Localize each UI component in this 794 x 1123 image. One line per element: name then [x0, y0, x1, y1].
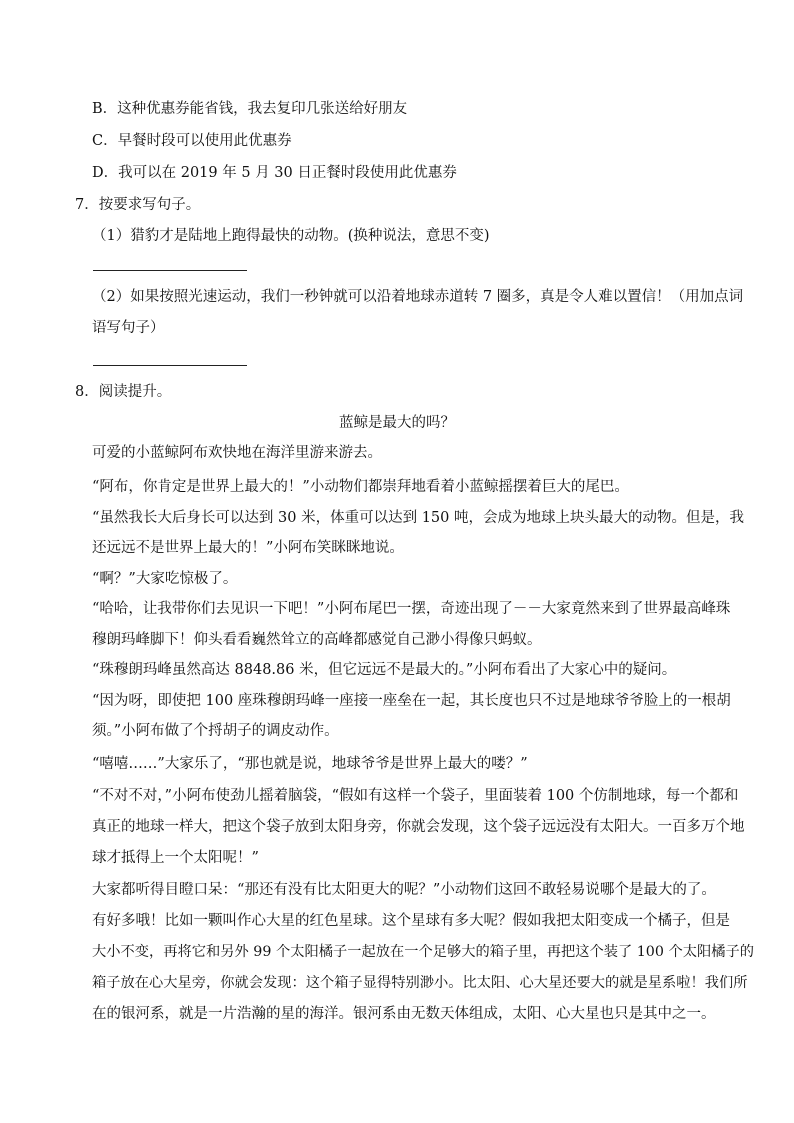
story-line: 大小不变，再将它和另外 99 个太阳橘子一起放在一个足够大的箱子里，再把这个装了 100 个太阳橘子的 [92, 944, 754, 960]
story-line: 须。”小阿布做了个捋胡子的调皮动作。 [92, 723, 339, 739]
story-line: “虽然我长大后身长可以达到 30 米，体重可以达到 150 吨，会成为地球上块头最大的动物。但是，我 [92, 510, 744, 526]
question-7-sub2-line2: 语写句子） [92, 320, 165, 336]
story-line: 有好多哦！比如一颗叫作心大星的红色星球。这个星球有多大呢？假如我把太阳变成一个橘子，但是 [92, 913, 730, 929]
question-8-title: 8．阅读提升。 [75, 384, 172, 400]
story-line: 箱子放在心大星旁，你就会发现：这个箱子显得特别渺小。比太阳、心大星还要大的就是星系啦！我们所 [92, 975, 748, 991]
option-d: D．我可以在 2019 年 5 月 30 日正餐时段使用此优惠券 [92, 165, 457, 181]
question-7-title: 7．按要求写句子。 [75, 197, 201, 213]
story-line: “啊？”大家吃惊极了。 [92, 571, 238, 587]
story-line: 球才抵得上一个太阳呢！” [92, 850, 259, 866]
story-line: 真正的地球一样大，把这个袋子放到太阳身旁，你就会发现，这个袋子远远没有太阳大。一百多万个地 [92, 819, 745, 835]
answer-blank-2[interactable] [93, 365, 247, 366]
story-line: “嘻嘻……”大家乐了，“那也就是说，地球爷爷是世界上最大的喽？” [92, 756, 528, 772]
story-line: 大家都听得目瞪口呆：“那还有没有比太阳更大的呢？”小动物们这回不敢轻易说哪个是最大的了。 [92, 882, 716, 898]
story-line: “因为呀，即使把 100 座珠穆朗玛峰一座接一座垒在一起，其长度也只不过是地球爷爷脸上的一根胡 [92, 693, 731, 709]
question-7-sub1: （1）猎豹才是陆地上跑得最快的动物。(换种说法，意思不变) [92, 228, 490, 244]
story-line: “珠穆朗玛峰虽然高达 8848.86 米，但它远远不是最大的。”小阿布看出了大家心中的疑问。 [92, 662, 677, 678]
option-c: C．早餐时段可以使用此优惠券 [92, 133, 292, 149]
story-line: 穆朗玛峰脚下！仰头看看巍然耸立的高峰都感觉自己渺小得像只蚂蚁。 [92, 632, 542, 648]
story-title: 蓝鲸是最大的吗？ [339, 415, 455, 431]
story-line: 可爱的小蓝鲸阿布欢快地在海洋里游来游去。 [92, 445, 382, 461]
question-7-sub2-line1: （2）如果按照光速运动，我们一秒钟就可以沿着地球赤道转 7 圈多，真是令人难以置信！（用加点词 [92, 289, 744, 305]
story-line: “阿布，你肯定是世界上最大的！”小动物们都崇拜地看着小蓝鲸摇摆着巨大的尾巴。 [92, 479, 629, 495]
option-b: B．这种优惠券能省钱，我去复印几张送给好朋友 [92, 101, 408, 117]
story-line: 在的银河系，就是一片浩瀚的星的海洋。银河系由无数天体组成，太阳、心大星也只是其中之一。 [92, 1006, 716, 1022]
answer-blank-1[interactable] [93, 270, 247, 271]
story-line: 还远远不是世界上最大的！”小阿布笑眯眯地说。 [92, 540, 404, 556]
story-line: “哈哈，让我带你们去见识一下吧！”小阿布尾巴一摆，奇迹出现了－－大家竟然来到了世界最高峰珠 [92, 601, 731, 617]
story-line: “不对不对，”小阿布使劲儿摇着脑袋，“假如有这样一个袋子，里面装着 100 个仿制地球，每一个都和 [92, 788, 739, 804]
